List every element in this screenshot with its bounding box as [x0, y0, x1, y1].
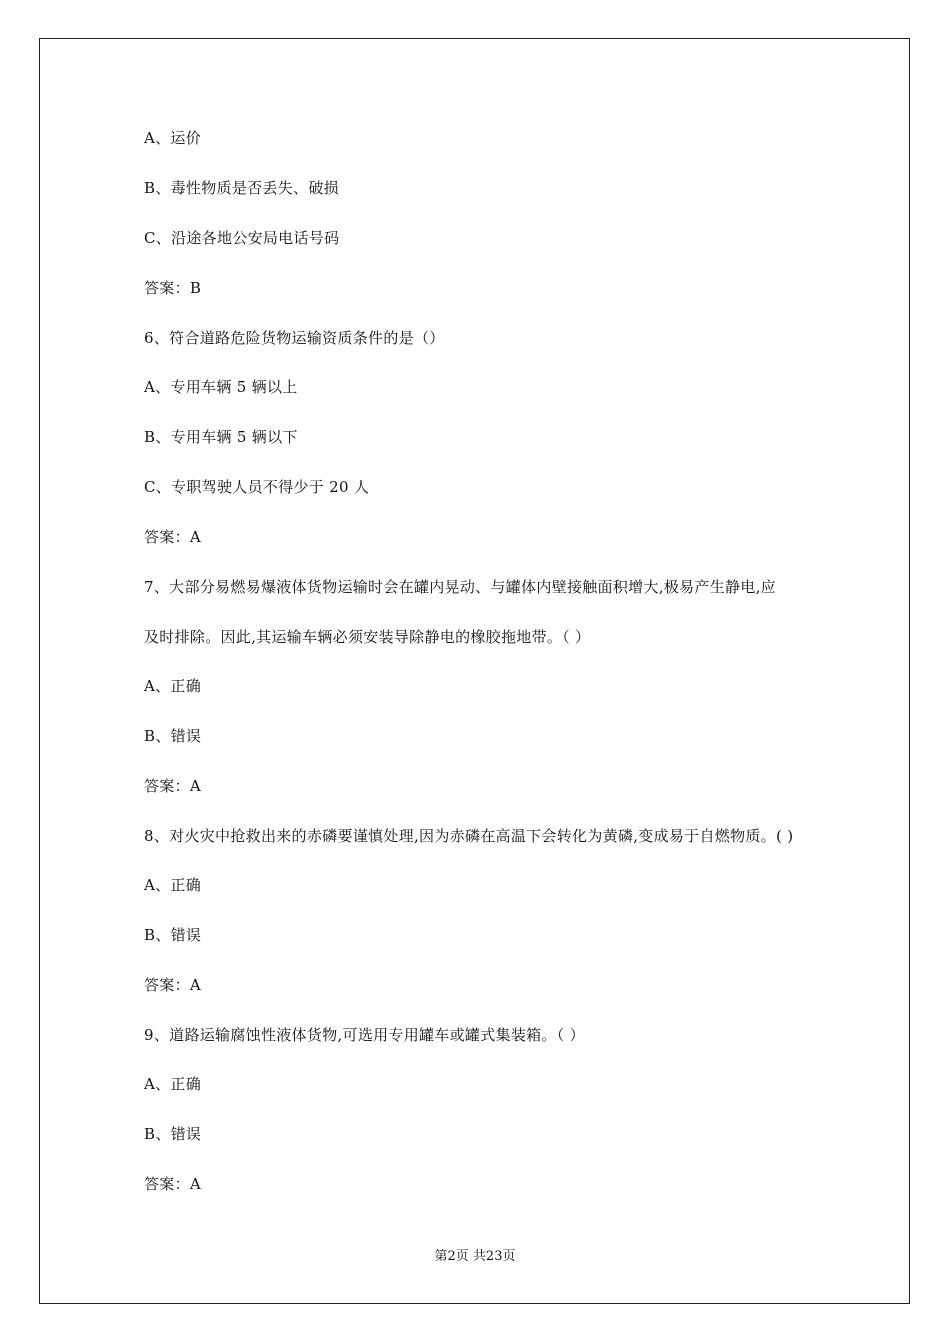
question-7-option-a: A、正确	[144, 677, 202, 695]
answer-8: 答案：A	[144, 976, 202, 994]
question-7-line-2: 及时排除。因此,其运输车辆必须安装导除静电的橡胶拖地带。（ ）	[144, 628, 591, 646]
question-8-option-b: B、错误	[144, 926, 202, 944]
page-number-footer: 第2页 共23页	[434, 1249, 516, 1264]
answer-6: 答案：A	[144, 528, 202, 546]
option-c-police-phone: C、沿途各地公安局电话号码	[144, 229, 340, 247]
option-a-freight-rate: A、运价	[144, 129, 202, 147]
question-8-option-a: A、正确	[144, 876, 202, 894]
question-6-option-c: C、专职驾驶人员不得少于 20 人	[144, 478, 370, 496]
option-b-toxic-loss: B、毒性物质是否丢失、破损	[144, 179, 339, 197]
question-8: 8、对火灾中抢救出来的赤磷要谨慎处理,因为赤磷在高温下会转化为黄磷,变成易于自燃物质。( )	[144, 827, 794, 845]
answer-9: 答案：A	[144, 1175, 202, 1193]
question-7-line-1: 7、大部分易燃易爆液体货物运输时会在罐内晃动、与罐体内壁接触面积增大,极易产生静电,应	[144, 578, 776, 596]
answer-7: 答案：A	[144, 777, 202, 795]
question-6-option-b: B、专用车辆 5 辆以下	[144, 428, 298, 446]
question-9-option-b: B、错误	[144, 1125, 202, 1143]
question-6-option-a: A、专用车辆 5 辆以上	[144, 378, 298, 396]
question-9: 9、道路运输腐蚀性液体货物,可选用专用罐车或罐式集装箱。（ ）	[144, 1026, 585, 1044]
question-7-option-b: B、错误	[144, 727, 202, 745]
question-9-option-a: A、正确	[144, 1075, 202, 1093]
answer-5: 答案：B	[144, 279, 202, 297]
question-6: 6、符合道路危险货物运输资质条件的是（）	[144, 329, 445, 347]
